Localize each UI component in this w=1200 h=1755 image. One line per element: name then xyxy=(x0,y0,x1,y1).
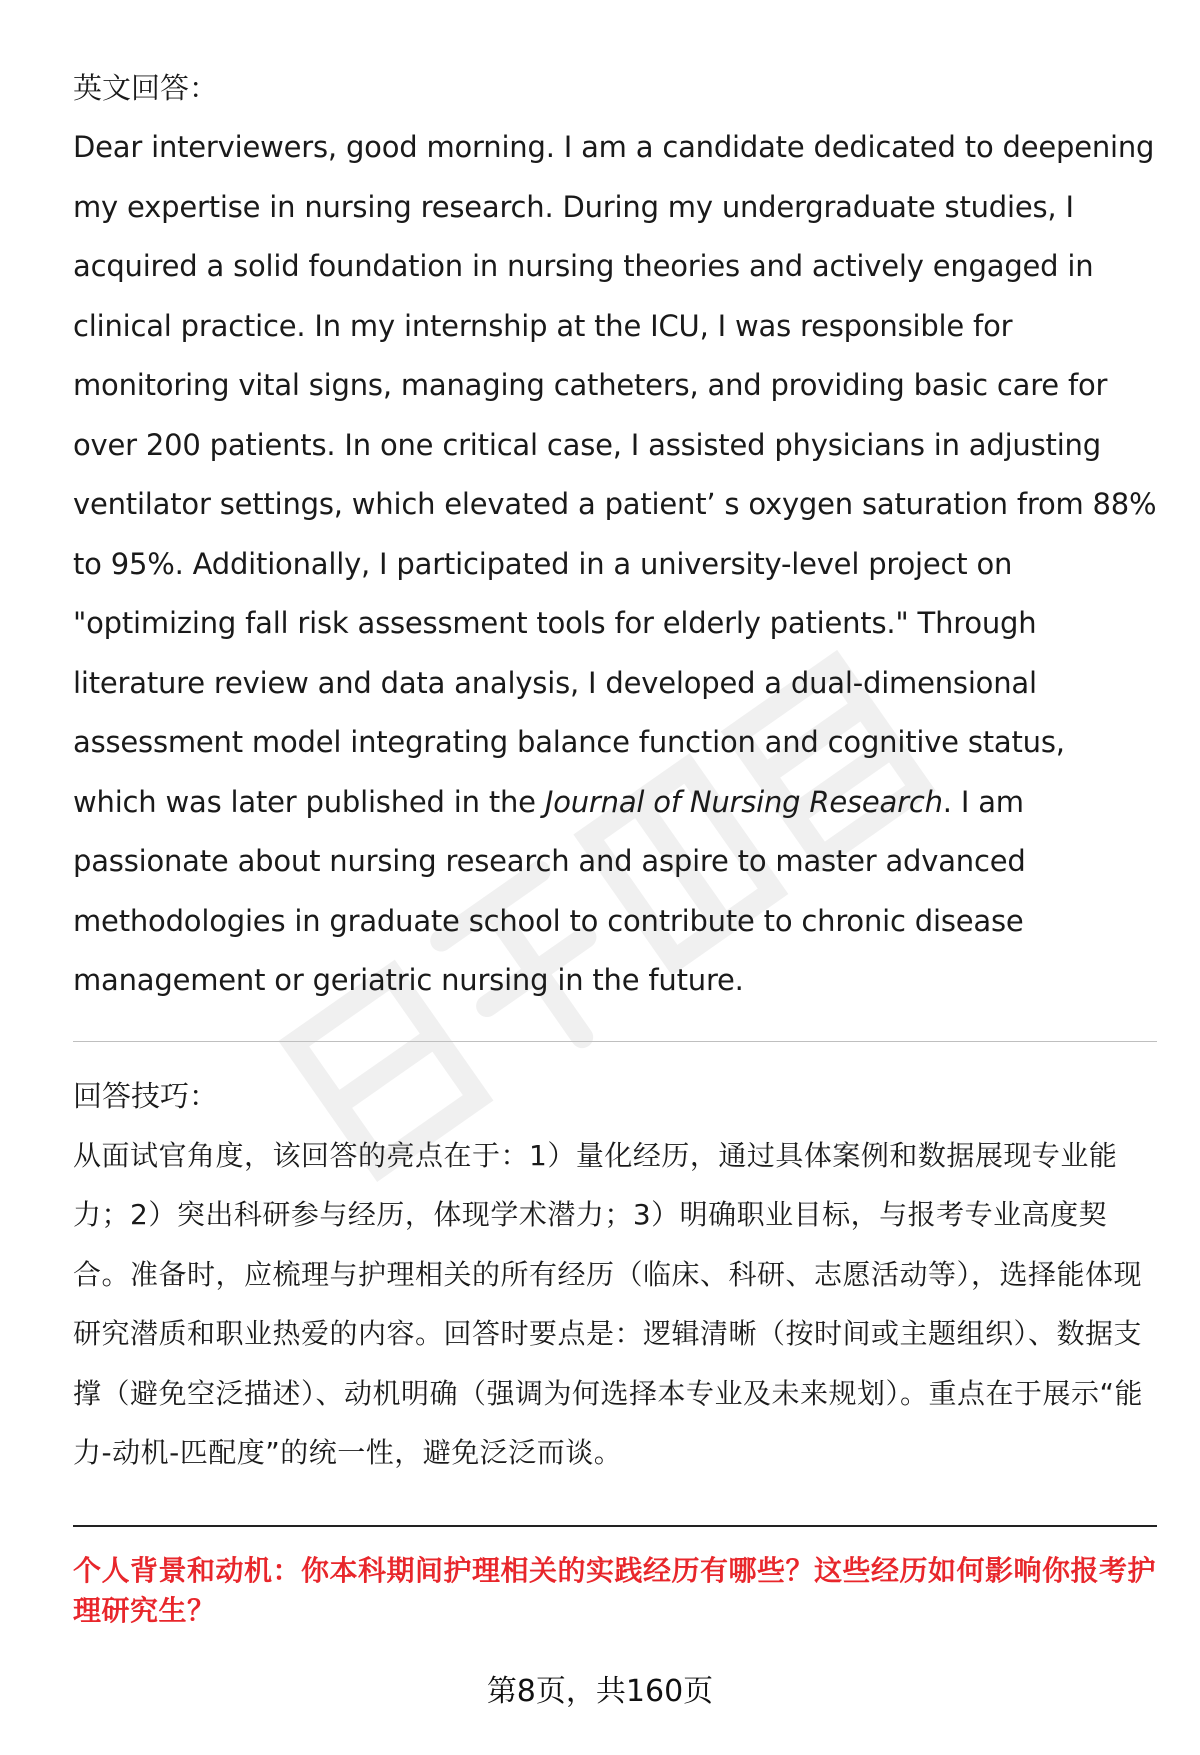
tips-section-label: 回答技巧： xyxy=(73,1078,219,1113)
answer-paragraph xyxy=(73,118,1157,1011)
tips-section xyxy=(73,1066,1157,1483)
answer-section-label: 英文回答： xyxy=(73,71,219,105)
page-number: 第8页，共160页 xyxy=(486,1674,714,1709)
journal-name: Journal of Nursing Research xyxy=(544,784,943,819)
answer-text-part-2: . I am passionate about nursing research and aspire to master advanced methodologies in graduate school to contribute to chronic disease management or geriatric nursing in the future. xyxy=(73,784,1026,997)
question-divider xyxy=(73,1525,1157,1527)
next-question-heading: 个人背景和动机：你本科期间护理相关的实践经历有哪些？这些经历如何影响你报考护理研究生？ xyxy=(73,1553,1157,1627)
section-divider xyxy=(73,1041,1157,1042)
answer-text-part-1: Dear interviewers, good morning. I am a candidate dedicated to deepening my expertise in nursing research. During my undergraduate studies, I acquired a solid foundation in nursing theories and actively engaged in clinical practice. In my internship at the ICU, I was responsible for monitoring vital signs, managing catheters, and providing basic care for over 200 patients. In one critical case, I assisted physicians in adjusting ventilator settings, which elevated a patient’ s oxygen saturation from 88% to 95%. Additionally, I participated in a university-level project on "optimizing fall risk assessment tools for elderly patients." Through literature review and data analysis, I developed a dual-dimensional assessment model integrating balance function and cognitive status, which was later published in the xyxy=(73,130,1157,819)
tips-paragraph: 从面试官角度，该回答的亮点在于：1）量化经历，通过具体案例和数据展现专业能力；2）突出科研参与经历，体现学术潜力；3）明确职业目标，与报考专业高度契合。准备时，应梳理与护理相关的所有经历（临床、科研、志愿活动等），选择能体现研究潜质和职业热爱的内容。回答时要点是：逻辑清晰（按时间或主题组织）、数据支撑（避免空泛描述）、动机明确（强调为何选择本专业及未来规划）。重点在于展示“能力-动机-匹配度”的统一性，避免泛泛而谈。 xyxy=(73,1138,1144,1469)
content-area xyxy=(73,58,1157,1631)
